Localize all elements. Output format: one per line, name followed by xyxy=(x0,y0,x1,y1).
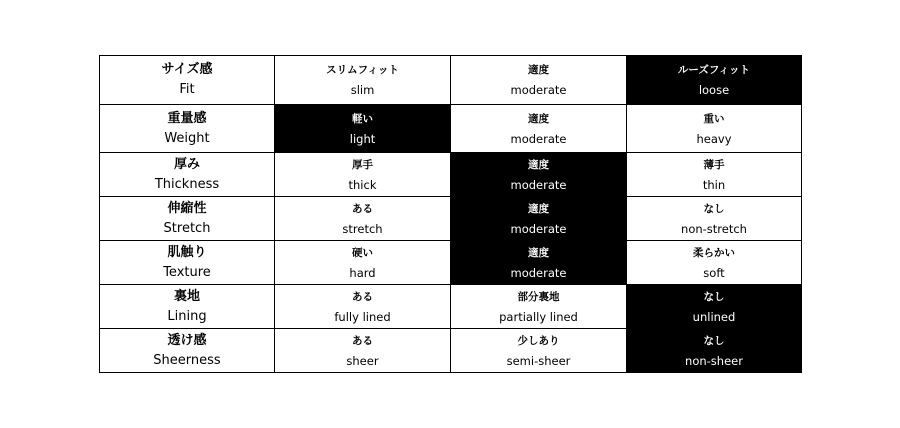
option-en: light xyxy=(349,131,376,146)
row-header-texture xyxy=(100,241,275,285)
spec-row-texture xyxy=(100,241,802,285)
option-jp: ある xyxy=(352,202,373,215)
spec-row-fit xyxy=(100,56,802,105)
spec-row-thickness xyxy=(100,153,802,197)
option-jp: 硬い xyxy=(352,246,373,259)
option-cell xyxy=(275,197,451,241)
option-cell xyxy=(451,329,627,373)
option-jp: 厚手 xyxy=(352,158,373,171)
row-header-jp: 厚み xyxy=(173,156,200,172)
option-jp: スリムフィット xyxy=(326,64,399,76)
option-en: slim xyxy=(350,83,375,97)
option-jp: 部分裏地 xyxy=(517,290,560,303)
option-cell xyxy=(627,105,802,153)
option-en: moderate xyxy=(510,221,567,236)
option-en: moderate xyxy=(510,177,567,192)
option-en: stretch xyxy=(342,221,383,236)
option-cell xyxy=(275,241,451,285)
option-cell xyxy=(451,285,627,329)
option-en: unlined xyxy=(692,309,736,324)
option-en: moderate xyxy=(510,131,567,146)
row-header-jp: サイズ感 xyxy=(161,62,213,77)
option-jp: 薄手 xyxy=(703,158,725,171)
option-en: non-stretch xyxy=(681,221,747,236)
option-en: partially lined xyxy=(499,309,578,324)
row-header-weight xyxy=(100,105,275,153)
product-spec-table xyxy=(99,55,802,373)
row-header-en: Fit xyxy=(179,82,195,97)
row-header-thickness xyxy=(100,153,275,197)
option-en: thin xyxy=(702,177,726,192)
selected-option-cell xyxy=(451,241,627,285)
option-jp: ある xyxy=(352,334,373,347)
selected-option-cell xyxy=(627,56,802,105)
option-jp: 重い xyxy=(703,112,725,125)
selected-option-cell xyxy=(627,329,802,373)
row-header-stretch xyxy=(100,197,275,241)
row-header-jp: 伸縮性 xyxy=(167,200,207,216)
option-cell xyxy=(627,197,802,241)
row-header-en: Weight xyxy=(164,130,210,146)
row-header-en: Lining xyxy=(167,308,207,324)
row-header-fit xyxy=(100,56,275,105)
selected-option-cell xyxy=(451,153,627,197)
option-cell xyxy=(275,56,451,105)
spec-row-sheerness xyxy=(100,329,802,373)
option-jp: なし xyxy=(703,290,725,303)
row-header-lining xyxy=(100,285,275,329)
selected-option-cell xyxy=(627,285,802,329)
selected-option-cell xyxy=(451,197,627,241)
row-header-en: Thickness xyxy=(154,176,220,192)
option-en: moderate xyxy=(510,83,567,97)
option-en: semi-sheer xyxy=(506,353,571,368)
row-header-jp: 重量感 xyxy=(167,110,207,126)
option-jp: 少しあり xyxy=(517,334,560,347)
option-jp: 適度 xyxy=(528,112,549,125)
option-en: heavy xyxy=(696,131,732,146)
spec-row-lining xyxy=(100,285,802,329)
option-jp: 適度 xyxy=(528,202,549,215)
option-jp: 適度 xyxy=(528,246,549,259)
option-en: hard xyxy=(349,265,376,280)
option-jp: 適度 xyxy=(528,64,549,76)
option-en: non-sheer xyxy=(685,353,743,368)
row-header-jp: 裏地 xyxy=(173,288,200,304)
option-cell xyxy=(275,329,451,373)
spec-row-stretch xyxy=(100,197,802,241)
row-header-en: Texture xyxy=(163,264,211,280)
option-cell xyxy=(451,56,627,105)
selected-option-cell xyxy=(275,105,451,153)
option-jp: 軽い xyxy=(352,112,373,125)
option-jp: 柔らかい xyxy=(693,246,735,259)
option-cell xyxy=(627,241,802,285)
row-header-sheerness xyxy=(100,329,275,373)
option-en: loose xyxy=(698,83,730,97)
option-cell xyxy=(275,285,451,329)
option-cell xyxy=(627,153,802,197)
option-en: sheer xyxy=(346,353,379,368)
option-cell xyxy=(451,105,627,153)
option-jp: なし xyxy=(703,202,725,215)
row-header-jp: 透け感 xyxy=(167,332,207,348)
row-header-jp: 肌触り xyxy=(167,244,207,260)
row-header-en: Sheerness xyxy=(153,352,221,368)
option-jp: 適度 xyxy=(528,158,549,171)
option-en: fully lined xyxy=(334,309,391,324)
option-jp: ルーズフィット xyxy=(677,64,751,76)
option-en: thick xyxy=(348,177,377,192)
option-jp: なし xyxy=(703,334,725,347)
option-jp: ある xyxy=(352,290,373,303)
option-cell xyxy=(275,153,451,197)
spec-row-weight xyxy=(100,105,802,153)
option-en: moderate xyxy=(510,265,567,280)
row-header-en: Stretch xyxy=(163,220,211,236)
option-en: soft xyxy=(703,265,725,280)
